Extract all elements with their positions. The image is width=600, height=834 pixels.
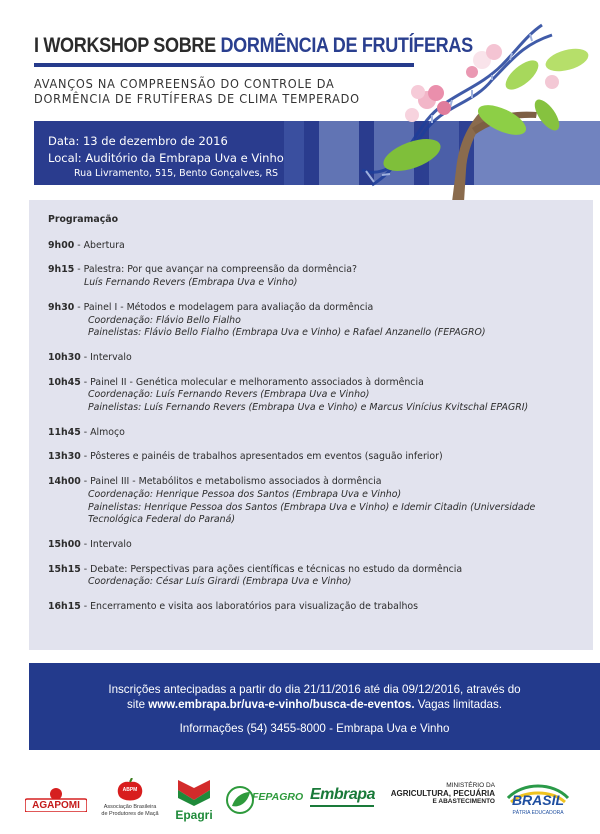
embrapa-underline [310, 805, 374, 807]
title-accent: DORMÊNCIA DE FRUTÍFERAS [220, 34, 473, 57]
program-item [48, 352, 588, 365]
item-text: - Painel III - Metabólitos e metabolismo associados à dormência [80, 476, 382, 488]
program-item [48, 476, 588, 527]
item-panelists: Painelistas: Henrique Pessoa dos Santos (Embrapa Uva e Vinho) e Idemir Citadin (Universidade [88, 501, 536, 513]
fepagro-logo [226, 786, 304, 816]
item-speaker: Luís Fernando Revers (Embrapa Uva e Vinho) [84, 277, 298, 289]
brasil-tagline: PÁTRIA EDUCADORA [512, 810, 564, 816]
program-item [48, 451, 588, 464]
item-time: 11h45 [48, 426, 81, 438]
program-item [48, 539, 588, 552]
program-item [48, 564, 588, 589]
embrapa-logo [310, 786, 378, 816]
epagri-flag-icon [170, 776, 218, 806]
item-text: - Palestra: Por que avançar na compreensão da dormência? [74, 264, 357, 276]
program-content [48, 214, 588, 626]
item-time: 15h15 [48, 563, 81, 575]
item-panelists: Painelistas: Flávio Bello Fialho (Embrapa Uva e Vinho) e Rafael Anzanello (FEPAGRO) [88, 327, 486, 339]
title-prefix: I WORKSHOP SOBRE [34, 34, 221, 57]
item-panelists-continued: Tecnológica Federal do Paraná) [88, 514, 236, 526]
abpm-line-2: de Produtores de Maçã [101, 811, 159, 817]
program-item [48, 601, 588, 614]
ministerio-line-2: AGRICULTURA, PECUÁRIA [390, 789, 495, 798]
item-text: - Painel II - Genética molecular e melhoramento associados à dormência [80, 376, 424, 388]
subtitle [34, 77, 374, 107]
contact-info: Informações (54) 3455-8000 - Embrapa Uva e Vinho [179, 722, 450, 735]
item-time: 9h15 [48, 264, 75, 276]
item-coordinator: Coordenação: Henrique Pessoa dos Santos (Embrapa Uva e Vinho) [88, 488, 402, 500]
item-text: - Intervalo [80, 351, 132, 363]
item-text: - Almoço [80, 426, 125, 438]
epagri-text: Epagri [175, 808, 213, 822]
brasil-text: BRASIL [511, 792, 565, 808]
abpm-logo [97, 778, 163, 826]
item-time: 15h00 [48, 538, 81, 550]
fepagro-text: FEPAGRO [252, 791, 304, 803]
event-address: Rua Livramento, 515, Bento Gonçalves, RS [74, 168, 279, 179]
sponsor-logos [0, 770, 600, 834]
agapomi-logo [25, 788, 87, 812]
subtitle-line-1: AVANÇOS NA COMPREENSÃO DO CONTROLE DA [34, 77, 335, 91]
program-item [48, 264, 588, 289]
event-details [48, 133, 284, 181]
epagri-logo [170, 776, 218, 828]
abpm-short: ABPM [122, 787, 138, 793]
item-time: 10h30 [48, 351, 81, 363]
item-time: 9h30 [48, 301, 75, 313]
item-text: - Intervalo [80, 538, 132, 550]
item-coordinator: Coordenação: Luís Fernando Revers (Embrapa Uva e Vinho) [88, 389, 370, 401]
program-item [48, 377, 588, 415]
registration-line-2 [29, 697, 600, 712]
site-prefix: site [127, 698, 149, 711]
program-item [48, 240, 588, 253]
brasil-logo [503, 778, 573, 824]
abpm-line-1: Associação Brasileira [103, 804, 157, 810]
item-text: - Painel I - Métodos e modelagem para avaliação da dormência [74, 301, 374, 313]
band-stripe [284, 121, 304, 185]
item-time: 16h15 [48, 601, 81, 613]
program-item [48, 427, 588, 440]
event-date: Data: 13 de dezembro de 2016 [48, 134, 228, 148]
subtitle-line-2: DORMÊNCIA DE FRUTÍFERAS DE CLIMA TEMPERADO [34, 92, 360, 106]
item-panelists: Painelistas: Luís Fernando Revers (Embrapa Uva e Vinho) e Marcus Vinícius Kvitschal EPAGRI) [88, 402, 529, 414]
ministerio-logo [385, 782, 495, 822]
embrapa-text: Embrapa [310, 786, 375, 803]
registration-line-1: Inscrições antecipadas a partir do dia 21/11/2016 até dia 09/12/2016, através do [108, 683, 521, 696]
program-item [48, 302, 588, 340]
registration-link[interactable]: www.embrapa.br/uva-e-vinho/busca-de-eventos. [148, 698, 415, 711]
ministerio-line-3: E ABASTECIMENTO [432, 798, 495, 805]
program-title: Programação [48, 214, 119, 225]
site-suffix: Vagas limitadas. [414, 698, 502, 711]
fepagro-leaf-icon [226, 786, 254, 814]
registration-box [29, 663, 600, 750]
item-time: 10h45 [48, 376, 81, 388]
item-time: 13h30 [48, 451, 81, 463]
item-text: - Pôsteres e painéis de trabalhos apresentados em eventos (saguão inferior) [80, 451, 443, 463]
item-text: - Debate: Perspectivas para ações científicas e técnicas no estudo da dormência [80, 563, 463, 575]
item-text: - Encerramento e visita aos laboratórios para visualização de trabalhos [80, 601, 419, 613]
item-coordinator: Coordenação: César Luís Girardi (Embrapa Uva e Vinho) [88, 576, 352, 588]
program-panel [29, 200, 593, 650]
flowering-branch-illustration [352, 20, 600, 202]
event-location: Local: Auditório da Embrapa Uva e Vinho [48, 151, 284, 165]
item-coordinator: Coordenação: Flávio Bello Fialho [88, 314, 241, 326]
item-time: 9h00 [48, 239, 75, 251]
registration-text [29, 682, 600, 712]
ministerio-line-1: MINISTÉRIO DA [446, 782, 495, 789]
item-text: - Abertura [74, 239, 125, 251]
agapomi-text: AGAPOMI [32, 800, 80, 811]
item-time: 14h00 [48, 476, 81, 488]
